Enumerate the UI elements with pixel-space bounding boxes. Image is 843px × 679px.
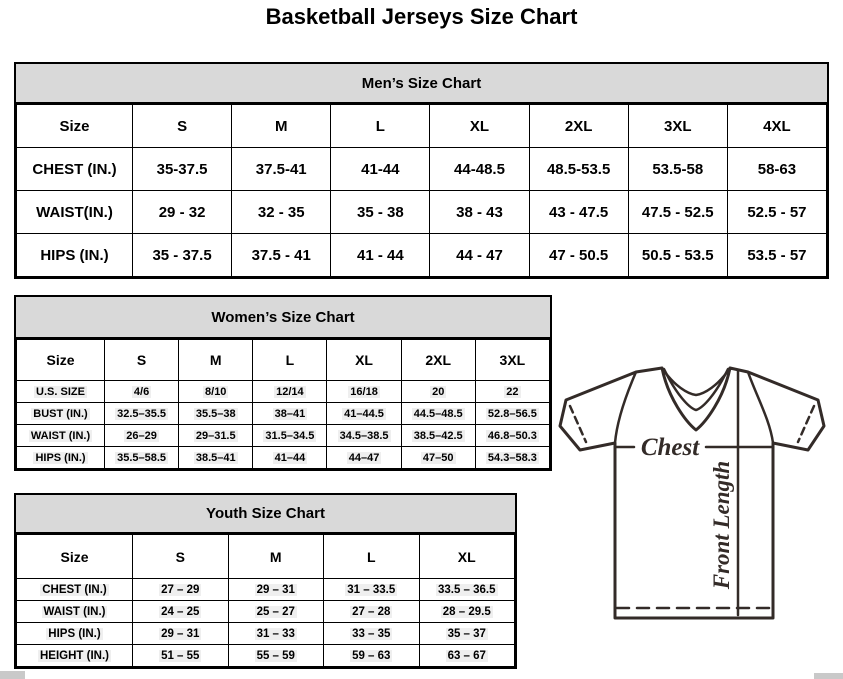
measurement-value xyxy=(419,579,515,601)
measurement-row xyxy=(17,579,515,601)
measurement-value-text: 16/18 xyxy=(350,385,378,398)
measurement-value-text: 24 – 25 xyxy=(161,605,200,618)
page-title: Basketball Jerseys Size Chart xyxy=(265,4,578,29)
size-column-header xyxy=(327,340,401,381)
measurement-value xyxy=(628,148,727,191)
measurement-label xyxy=(17,425,105,447)
jersey-outline-shape xyxy=(560,368,824,618)
measurement-value-text: 20 xyxy=(432,385,445,398)
size-header-row xyxy=(17,535,515,579)
measurement-value xyxy=(253,447,327,469)
measurement-value-text: 47 - 50.5 xyxy=(549,246,609,264)
measurement-value xyxy=(253,381,327,403)
measurement-label-text: CHEST (IN.) xyxy=(32,160,117,178)
measurement-value-text: 27 – 28 xyxy=(352,605,391,618)
measurement-value xyxy=(529,191,628,234)
measurement-value-text: 53.5 - 57 xyxy=(747,246,807,264)
measurement-label-text: BUST (IN.) xyxy=(33,407,88,420)
measurement-value-text: 50.5 - 53.5 xyxy=(641,246,714,264)
measurement-value-text: 33.5 – 36.5 xyxy=(437,583,496,596)
size-column-label xyxy=(17,535,133,579)
measurement-value xyxy=(324,645,420,667)
measurement-value xyxy=(331,148,430,191)
measurement-label xyxy=(17,234,133,277)
jersey-measurement-diagram xyxy=(556,360,828,632)
mens-size-chart xyxy=(14,62,829,279)
measurement-value xyxy=(419,623,515,645)
measurement-value-text: 41–44 xyxy=(274,451,306,464)
measurement-row xyxy=(17,601,515,623)
measurement-value xyxy=(179,381,253,403)
size-column-header xyxy=(628,105,727,148)
measurement-row xyxy=(17,381,550,403)
measurement-value xyxy=(430,148,529,191)
measurement-label xyxy=(17,403,105,425)
measurement-row xyxy=(17,148,827,191)
size-column-header xyxy=(324,535,420,579)
measurement-value-text: 38–41 xyxy=(274,407,306,420)
size-column-header-text: L xyxy=(366,548,376,565)
size-column-label-text: Size xyxy=(46,352,75,368)
measurement-value xyxy=(133,645,229,667)
measurement-value-text: 34.5–38.5 xyxy=(339,429,389,442)
measurement-value xyxy=(133,191,232,234)
measurement-label xyxy=(17,579,133,601)
measurement-value xyxy=(475,425,549,447)
measurement-value xyxy=(105,381,179,403)
measurement-value-text: 46.8–50.3 xyxy=(487,429,537,442)
measurement-value xyxy=(628,234,727,277)
measurement-value xyxy=(419,645,515,667)
measurement-value-text: 35 - 38 xyxy=(357,203,404,221)
measurement-value-text: 35.5–38 xyxy=(195,407,236,420)
measurement-row xyxy=(17,234,827,277)
measurement-value xyxy=(105,447,179,469)
measurement-value-text: 29 - 32 xyxy=(158,203,206,221)
measurement-label-text: HIPS (IN.) xyxy=(48,627,101,640)
size-column-header-text: 2XL xyxy=(564,117,593,135)
measurement-value-text: 35-37.5 xyxy=(156,160,208,178)
youth-size-chart xyxy=(14,493,517,669)
measurement-value-text: 27 – 29 xyxy=(161,583,200,596)
measurement-value xyxy=(105,425,179,447)
measurement-value xyxy=(475,447,549,469)
measurement-row xyxy=(17,623,515,645)
measurement-label xyxy=(17,148,133,191)
size-column-header xyxy=(401,340,475,381)
measurement-value xyxy=(179,425,253,447)
measurement-label-text: WAIST (IN.) xyxy=(30,429,91,442)
measurement-value xyxy=(228,623,324,645)
measurement-value-text: 52.8–56.5 xyxy=(487,407,537,420)
measurement-value-text: 44–47 xyxy=(348,451,380,464)
measurement-value-text: 28 – 29.5 xyxy=(442,605,491,618)
size-column-header xyxy=(419,535,515,579)
measurement-value-text: 51 – 55 xyxy=(161,649,200,662)
size-header-row xyxy=(17,105,827,148)
size-column-header-text: 2XL xyxy=(425,352,452,368)
size-header-row xyxy=(17,340,550,381)
measurement-value-text: 29 – 31 xyxy=(161,627,200,640)
measurement-value xyxy=(727,234,826,277)
measurement-label-text: CHEST (IN.) xyxy=(42,583,107,596)
measurement-value-text: 48.5-53.5 xyxy=(546,160,611,178)
measurement-value-text: 41–44.5 xyxy=(344,407,384,420)
size-column-header-text: 4XL xyxy=(763,117,791,135)
measurement-value-text: 58-63 xyxy=(757,160,797,178)
measurement-value-text: 32.5–35.5 xyxy=(117,407,167,420)
measurement-value xyxy=(179,447,253,469)
measurement-value xyxy=(430,191,529,234)
measurement-value-text: 55 – 59 xyxy=(256,649,295,662)
measurement-value xyxy=(475,381,549,403)
measurement-value xyxy=(232,191,331,234)
measurement-value xyxy=(228,645,324,667)
size-column-label xyxy=(17,340,105,381)
womens-size-chart xyxy=(14,295,552,471)
measurement-value-text: 52.5 - 57 xyxy=(747,203,807,221)
measurement-value xyxy=(401,403,475,425)
measurement-value-text: 37.5-41 xyxy=(255,160,307,178)
measurement-value-text: 63 – 67 xyxy=(447,649,486,662)
measurement-value-text: 43 - 47.5 xyxy=(549,203,609,221)
size-column-label-text: Size xyxy=(60,548,89,565)
measurement-value xyxy=(133,148,232,191)
collar-band-outer xyxy=(662,368,730,395)
size-column-header-text: S xyxy=(175,548,185,565)
size-column-label-text: Size xyxy=(59,117,90,135)
size-column-header-text: XL xyxy=(355,352,373,368)
youth-chart-title: Youth Size Chart xyxy=(16,495,515,534)
size-column-header-text: L xyxy=(285,352,295,368)
measurement-value-text: 35.5–58.5 xyxy=(117,451,167,464)
measurement-row xyxy=(17,645,515,667)
size-column-header xyxy=(133,105,232,148)
measurement-value-text: 22 xyxy=(506,385,519,398)
measurement-value xyxy=(105,403,179,425)
mens-chart-title: Men’s Size Chart xyxy=(16,64,827,104)
measurement-value xyxy=(327,447,401,469)
measurement-value xyxy=(324,601,420,623)
measurement-value-text: 54.3–58.3 xyxy=(487,451,537,464)
measurement-label xyxy=(17,381,105,403)
measurement-value xyxy=(419,601,515,623)
measurement-value xyxy=(253,403,327,425)
measurement-value xyxy=(253,425,327,447)
measurement-value-text: 53.5-58 xyxy=(652,160,704,178)
measurement-value-text: 47.5 - 52.5 xyxy=(641,203,714,221)
measurement-value xyxy=(133,579,229,601)
scrollbar-fragment-left[interactable] xyxy=(0,671,25,679)
mens-table xyxy=(16,104,827,277)
front-length-label: Front Length xyxy=(709,460,734,590)
size-column-header xyxy=(232,105,331,148)
measurement-value xyxy=(327,381,401,403)
measurement-value xyxy=(727,191,826,234)
measurement-value xyxy=(324,579,420,601)
measurement-value-text: 4/6 xyxy=(133,385,150,398)
measurement-value xyxy=(232,234,331,277)
measurement-row xyxy=(17,447,550,469)
size-column-header-text: 3XL xyxy=(664,117,692,135)
measurement-value-text: 38.5–41 xyxy=(195,451,236,464)
size-column-header xyxy=(179,340,253,381)
measurement-value xyxy=(133,623,229,645)
measurement-value-text: 44.5–48.5 xyxy=(413,407,463,420)
measurement-value xyxy=(727,148,826,191)
measurement-value-text: 38 - 43 xyxy=(456,203,503,221)
size-column-header xyxy=(228,535,324,579)
measurement-row xyxy=(17,403,550,425)
measurement-value xyxy=(327,425,401,447)
chest-label: Chest xyxy=(640,434,700,461)
measurement-label xyxy=(17,623,133,645)
measurement-value-text: 29–31.5 xyxy=(195,429,236,442)
measurement-value-text: 26–29 xyxy=(126,429,157,442)
size-column-header-text: XL xyxy=(469,117,490,135)
measurement-value-text: 35 – 37 xyxy=(447,627,486,640)
size-column-header xyxy=(727,105,826,148)
measurement-value-text: 12/14 xyxy=(276,385,304,398)
measurement-value-text: 31 – 33 xyxy=(256,627,295,640)
measurement-value xyxy=(401,425,475,447)
size-column-header xyxy=(529,105,628,148)
size-column-header xyxy=(430,105,529,148)
measurement-value xyxy=(228,601,324,623)
measurement-value xyxy=(133,601,229,623)
measurement-value xyxy=(401,447,475,469)
measurement-label xyxy=(17,191,133,234)
measurement-value xyxy=(228,579,324,601)
measurement-label-text: HEIGHT (IN.) xyxy=(40,649,109,662)
measurement-value xyxy=(401,381,475,403)
measurement-value-text: 47–50 xyxy=(422,451,454,464)
measurement-label xyxy=(17,645,133,667)
measurement-label-text: WAIST(IN.) xyxy=(36,203,113,221)
measurement-value xyxy=(331,234,430,277)
measurement-label xyxy=(17,601,133,623)
measurement-row xyxy=(17,425,550,447)
size-column-header-text: S xyxy=(177,117,188,135)
measurement-value xyxy=(430,234,529,277)
size-column-header-text: L xyxy=(375,117,385,135)
measurement-value-text: 59 – 63 xyxy=(352,649,391,662)
size-column-header-text: M xyxy=(274,117,288,135)
measurement-value-text: 31 – 33.5 xyxy=(347,583,396,596)
size-column-header xyxy=(253,340,327,381)
measurement-value xyxy=(327,403,401,425)
measurement-value-text: 31.5–34.5 xyxy=(265,429,315,442)
measurement-value xyxy=(133,234,232,277)
size-column-header xyxy=(133,535,229,579)
measurement-value-text: 33 – 35 xyxy=(352,627,391,640)
measurement-value-text: 29 – 31 xyxy=(256,583,295,596)
measurement-value-text: 41-44 xyxy=(361,160,400,178)
measurement-label-text: WAIST (IN.) xyxy=(43,605,106,618)
size-column-header xyxy=(331,105,430,148)
size-column-header-text: XL xyxy=(457,548,476,565)
measurement-value-text: 35 - 37.5 xyxy=(152,246,212,264)
measurement-label-text: HIPS (IN.) xyxy=(35,451,86,464)
measurement-value xyxy=(529,148,628,191)
measurement-label-text: HIPS (IN.) xyxy=(40,246,109,264)
measurement-value xyxy=(324,623,420,645)
measurement-value-text: 37.5 - 41 xyxy=(251,246,311,264)
size-column-header-text: S xyxy=(136,352,147,368)
measurement-value-text: 41 - 44 xyxy=(357,246,404,264)
size-column-header-text: 3XL xyxy=(499,352,526,368)
measurement-value xyxy=(179,403,253,425)
measurement-value-text: 38.5–42.5 xyxy=(413,429,463,442)
measurement-value-text: 44 - 47 xyxy=(456,246,503,264)
measurement-value xyxy=(232,148,331,191)
scrollbar-fragment-right[interactable] xyxy=(814,673,843,679)
measurement-value xyxy=(331,191,430,234)
measurement-value-text: 32 - 35 xyxy=(257,203,305,221)
measurement-label xyxy=(17,447,105,469)
measurement-value-text: 8/10 xyxy=(205,385,227,398)
size-column-header-text: M xyxy=(209,352,222,368)
womens-chart-title: Women’s Size Chart xyxy=(16,297,550,339)
size-column-header xyxy=(105,340,179,381)
measurement-value-text: 44-48.5 xyxy=(454,160,505,178)
womens-table xyxy=(16,339,550,469)
size-column-label xyxy=(17,105,133,148)
measurement-row xyxy=(17,191,827,234)
measurement-label-text: U.S. SIZE xyxy=(36,385,85,398)
measurement-value xyxy=(628,191,727,234)
youth-table xyxy=(16,534,515,667)
measurement-value-text: 25 – 27 xyxy=(256,605,295,618)
size-column-header-text: M xyxy=(269,548,282,565)
size-column-header xyxy=(475,340,549,381)
measurement-value xyxy=(529,234,628,277)
measurement-value xyxy=(475,403,549,425)
